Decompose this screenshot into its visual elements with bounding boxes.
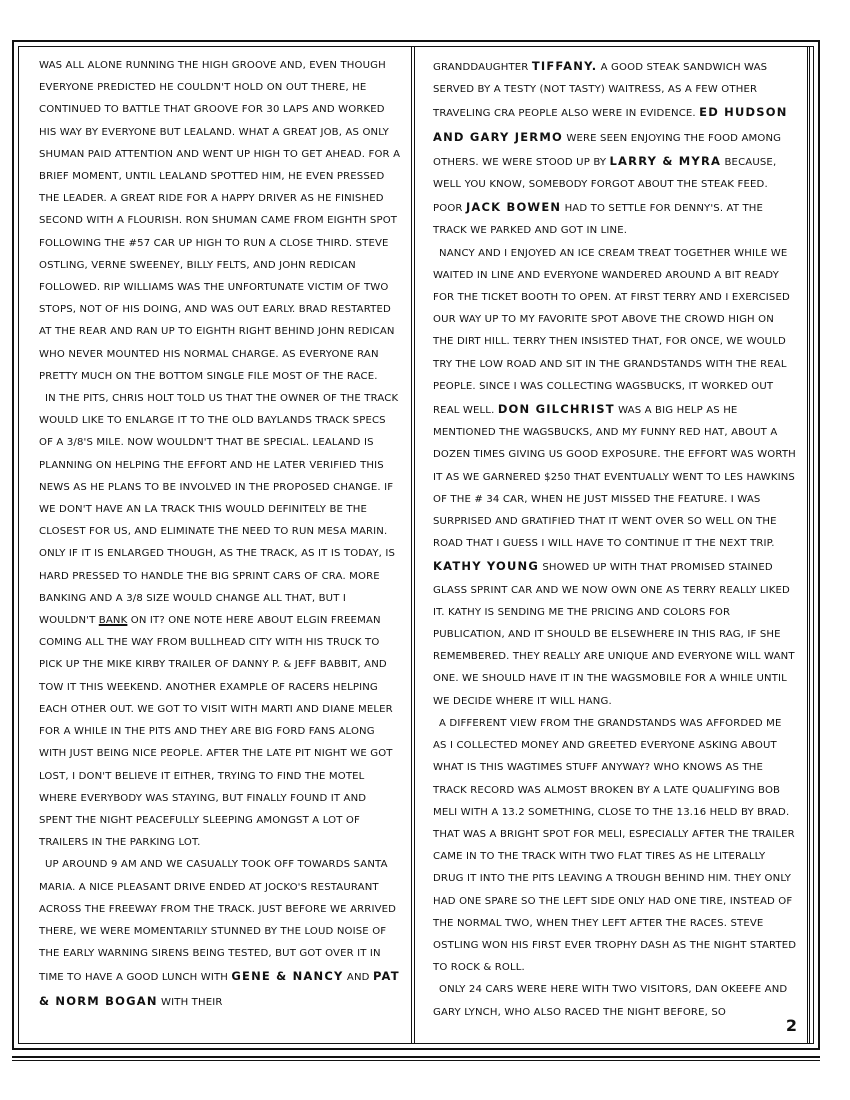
bold-name: JACK BOWEN [465, 200, 562, 215]
text: WITH THEIR [161, 996, 223, 1008]
bottom-rule [12, 1056, 820, 1058]
right-paragraph-1 [433, 55, 797, 243]
text: ONLY 24 CARS WERE HERE WITH TWO VISITORS, DAN OKEEFE AND GARY LYNCH, WHO ALSO RACED THE NIGHT BEFORE, SO [433, 984, 788, 1018]
right-paragraph-2 [433, 243, 797, 713]
right-paragraph-4 [433, 979, 797, 1023]
text: SHOWED UP WITH THAT PROMISED STAINED GLASS SPRINT CAR AND WE NOW OWN ONE AS TERRY REALLY LIKED IT. KATHY IS SENDING ME THE PRICING AND COLORS FOR PUBLICATION, AND IT SHOULD BE ELSEWHERE IN THIS RAG, IF SHE REMEMBERED. THEY REALLY ARE UNIQUE AND EVERYONE WILL WANT ONE. WE SHOULD HAVE IT IN THE WAGSMOBILE FOR A WHILE UNTIL WE DECIDE WHERE IT WILL HANG. [433, 562, 795, 707]
left-paragraph-2 [39, 388, 401, 854]
bold-name: LARRY & MYRA [609, 153, 722, 168]
text: AND [346, 972, 370, 984]
text: A DIFFERENT VIEW FROM THE GRANDSTANDS WAS AFFORDED ME AS I COLLECTED MONEY AND GREETED EVERYONE ASKING ABOUT WHAT IS THIS WAGTIMES STUFF ANYWAY? WHO KNOWS AS THE TRACK RECORD WAS ALMOST BROKEN BY A LATE QUALIFYING BOB MELI WITH A 13.2 SOMETHING, CLOSE TO THE 13.16 HELD BY BRAD. THAT WAS A BRIGHT SPOT FOR MELI, ESPECIALLY AFTER THE TRAILER CAME IN TO THE TRACK WITH TWO FLAT TIRES AS HE LITERALLY DRUG IT INTO THE PITS LEAVING A TROUGH BEHIND HIM. THEY ONLY HAD ONE SPARE SO THE LEFT SIDE ONLY HAD ONE TIRE, INSTEAD OF THE NORMAL TWO, WHEN THEY LEFT AFTER THE RACES. STEVE OSTLING WON HIS FIRST EVER TROPHY DASH AS THE NIGHT STARTED TO ROCK & ROLL. [433, 717, 797, 974]
left-column [18, 46, 412, 1044]
left-paragraph-1 [39, 55, 401, 388]
text: UP AROUND 9 AM AND WE CASUALLY TOOK OFF TOWARDS SANTA MARIA. A NICE PLEASANT DRIVE ENDED AT JOCKO'S RESTAURANT ACROSS THE FREEWAY FROM THE TRACK. JUST BEFORE WE ARRIVED THERE, WE WERE MOMENTARILY STUNNED BY THE LOUD NOISE OF THE EARLY WARNING SIRENS BEING TESTED, BUT GOT OVER IT IN TIME TO HAVE A GOOD LUNCH WITH [39, 859, 397, 984]
text: ON IT? ONE NOTE HERE ABOUT ELGIN FREEMAN COMING ALL THE WAY FROM BULLHEAD CITY WITH HIS TRUCK TO PICK UP THE MIKE KIRBY TRAILER OF DANNY P. & JEFF BABBIT, AND TOW IT THIS WEEKEND. ANOTHER EXAMPLE OF RACERS HELPING EACH OTHER OUT. WE GOT TO VISIT WITH MARTI AND DIANE MELER FOR A WHILE IN THE PITS AND THEY ARE BIG FORD FANS ALONG WITH JUST BEING NICE PEOPLE. AFTER THE LATE PIT NIGHT WE GOT LOST, I DON'T BELIEVE IT EITHER, TRYING TO FIND THE MOTEL WHERE EVERYBODY WAS STAYING, BUT FINALLY FOUND IT AND SPENT THE NIGHT PEACEFULLY SLEEPING AMONGST A LOT OF TRAILERS IN THE PARKING LOT. [39, 615, 393, 849]
page-number: 2 [785, 1016, 797, 1035]
text: A GOOD STEAK SANDWICH WAS SERVED BY A TESTY (NOT TASTY) WAITRESS, AS A FEW OTHER TRAVELING CRA PEOPLE ALSO WERE IN EVIDENCE. [433, 62, 768, 120]
text: NANCY AND I ENJOYED AN ICE CREAM TREAT TOGETHER WHILE WE WAITED IN LINE AND EVERYONE WANDERED AROUND A BIT READY FOR THE TICKET BOOTH TO OPEN. AT FIRST TERRY AND I EXERCISED OUR WAY UP TO MY FAVORITE SPOT ABOVE THE CROWD HIGH ON THE DIRT HILL. TERRY THEN INSISTED THAT, FOR ONCE, WE WOULD TRY THE LOW ROAD AND SIT IN THE GRANDSTANDS WITH THE REAL PEOPLE. SINCE I WAS COLLECTING WAGSBUCKS, IT WORKED OUT REAL WELL. [433, 247, 790, 417]
text: BECAUSE, WELL YOU KNOW, SOMEBODY FORGOT ABOUT THE STEAK FEED. POOR [433, 156, 777, 215]
text: WAS ALL ALONE RUNNING THE HIGH GROOVE AND, EVEN THOUGH EVERYONE PREDICTED HE COULDN'T HOLD ON OUT THERE, HE CONTINUED TO BATTLE THAT GROOVE FOR 30 LAPS AND WORKED HIS WAY BY EVERYONE BUT LEALAND. WHAT A GREAT JOB, AS ONLY SHUMAN PAID ATTENTION AND WENT UP HIGH TO GET AHEAD. FOR A BRIEF MOMENT, UNTIL LEALAND SPOTTED HIM, HE EVEN PRESSED THE LEADER. A GREAT RIDE FOR A HAPPY DRIVER AS HE FINISHED SECOND WITH A FLOURISH. RON SHUMAN CAME FROM EIGHTH SPOT FOLLOWING THE #57 CAR UP HIGH TO RUN A CLOSE THIRD. STEVE OSTLING, VERNE SWEENEY, BILLY FELTS, AND JOHN REDICAN FOLLOWED. RIP WILLIAMS WAS THE UNFORTUNATE VICTIM OF TWO STOPS, NOT OF HIS DOING, AND WAS OUT EARLY. BRAD RESTARTED AT THE REAR AND RAN UP TO EIGHTH RIGHT BEHIND JOHN REDICAN WHO NEVER MOUNTED HIS NORMAL CHARGE. AS EVERYONE RAN PRETTY MUCH ON THE BOTTOM SINGLE FILE MOST OF THE RACE. [39, 60, 401, 382]
text: WERE SEEN ENJOYING THE FOOD AMONG OTHERS. WE WERE STOOD UP BY [433, 132, 782, 168]
text: HAD TO SETTLE FOR DENNY'S. AT THE TRACK WE PARKED AND GOT IN LINE. [433, 203, 764, 237]
bold-name: DON GILCHRIST [497, 402, 615, 417]
left-paragraph-3 [39, 854, 401, 1013]
right-column [414, 46, 810, 1044]
text: WAS A BIG HELP AS HE MENTIONED THE WAGSBUCKS, AND MY FUNNY RED HAT, ABOUT A DOZEN TIMES GIVING US GOOD EXPOSURE. THE EFFORT WAS WORTH IT AS WE GARNERED $250 THAT EVENTUALLY WENT TO LES HAWKINS OF THE # 34 CAR, WHEN HE JUST MISSED THE FEATURE. I WAS SURPRISED AND GRATIFIED THAT IT WENT OVER SO WELL ON THE ROAD THAT I GUESS I WILL HAVE TO CONTINUE IT THE NEXT TRIP. [433, 405, 796, 550]
bold-name: ED HUDSON AND GARY JERMO [433, 105, 788, 144]
page-frame [12, 40, 820, 1050]
bottom-rule-thin [12, 1060, 820, 1061]
bold-name: KATHY YOUNG [433, 559, 540, 574]
bold-name: GENE & NANCY [231, 969, 344, 984]
right-paragraph-3 [433, 713, 797, 979]
underlined-word: BANK [98, 615, 128, 627]
text: IN THE PITS, CHRIS HOLT TOLD US THAT THE OWNER OF THE TRACK WOULD LIKE TO ENLARGE IT TO THE OLD BAYLANDS TRACK SPECS OF A 3/8'S MILE. NOW WOULDN'T THAT BE SPECIAL. LEALAND IS PLANNING ON HELPING THE EFFORT AND HE LATER VERIFIED THIS NEWS AS HE PLANS TO BE INVOLVED IN THE PROPOSED CHANGE. IF WE DON'T HAVE AN LA TRACK THIS WOULD DEFINITELY BE THE CLOSEST FOR US, AND ELIMINATE THE NEED TO RUN MESA MARIN. ONLY IF IT IS ENLARGED THOUGH, AS THE TRACK, AS IT IS TODAY, IS HARD PRESSED TO HANDLE THE BIG SPRINT CARS OF CRA. MORE BANKING AND A 3/8 SIZE WOULD CHANGE ALL THAT, BUT I WOULDN'T [39, 393, 399, 627]
text: GRANDDAUGHTER [433, 62, 529, 73]
bold-name: PAT & NORM BOGAN [39, 969, 400, 1008]
bold-name: TIFFANY. [531, 59, 598, 73]
